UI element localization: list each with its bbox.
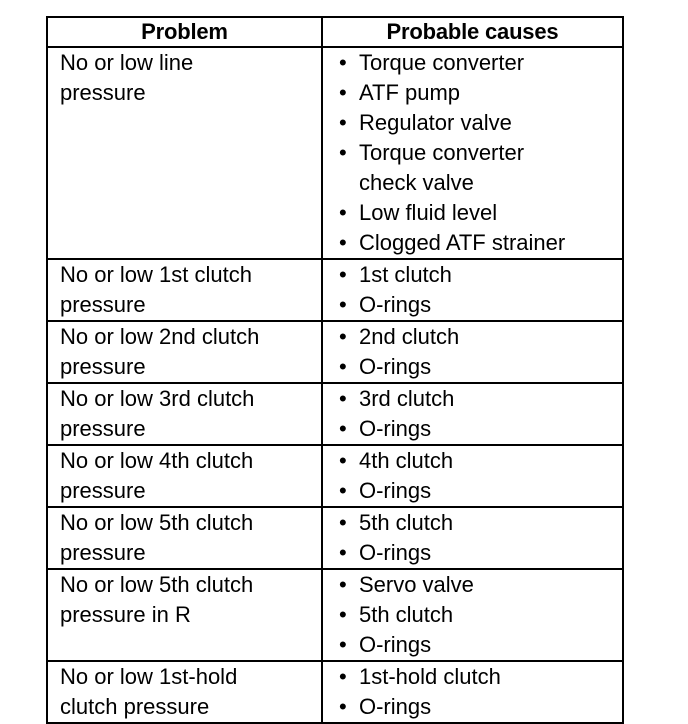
cause-text: Low fluid level (358, 200, 498, 225)
causes-cell (322, 47, 623, 259)
problem-text: No or low 5th clutch pressure in R (60, 572, 254, 627)
cause-item (335, 414, 622, 444)
cause-item (335, 538, 622, 568)
cause-text: ATF pump (358, 80, 461, 105)
causes-list (323, 662, 622, 722)
table-row (47, 321, 623, 383)
bullet-icon: • (338, 632, 347, 657)
cause-item (335, 570, 622, 600)
table-row (47, 507, 623, 569)
cause-text: 5th clutch (358, 602, 454, 627)
cause-item (335, 260, 622, 290)
bullet-icon: • (338, 386, 347, 411)
cause-item (335, 600, 622, 630)
problem-header: Problem (47, 17, 322, 47)
problem-text: No or low 4th clutch pressure (60, 448, 254, 503)
cause-item (335, 228, 622, 258)
problem-cell (47, 507, 322, 569)
cause-text: O-rings (358, 694, 432, 719)
problem-cell (47, 661, 322, 723)
cause-text: Servo valve (358, 572, 474, 597)
cause-text: Clogged ATF strainer (358, 230, 566, 255)
causes-list (323, 260, 622, 320)
causes-list (323, 48, 622, 258)
table-row (47, 47, 623, 259)
cause-item (335, 662, 622, 692)
cause-item (335, 352, 622, 382)
cause-item (335, 198, 622, 228)
table-row (47, 383, 623, 445)
cause-text: 1st-hold clutch (358, 664, 501, 689)
bullet-icon: • (338, 110, 347, 135)
cause-text: 4th clutch (358, 448, 454, 473)
problem-text: No or low 5th clutch pressure (60, 510, 254, 565)
bullet-icon: • (338, 140, 347, 165)
causes-header: Probable causes (322, 17, 623, 47)
problem-cell (47, 445, 322, 507)
cause-text: O-rings (358, 354, 432, 379)
cause-text: 5th clutch (358, 510, 454, 535)
cause-text: O-rings (358, 292, 432, 317)
bullet-icon: • (338, 448, 347, 473)
problem-text: No or low line pressure (60, 50, 194, 105)
cause-text: Torque converter (358, 50, 525, 75)
cause-item (335, 108, 622, 138)
cause-text: Torque converter check valve (358, 140, 525, 195)
cause-text: O-rings (358, 540, 432, 565)
problem-text: No or low 3rd clutch pressure (60, 386, 255, 441)
bullet-icon: • (338, 292, 347, 317)
cause-text: 3rd clutch (358, 386, 455, 411)
problem-cell (47, 47, 322, 259)
problem-cell (47, 259, 322, 321)
bullet-icon: • (338, 230, 347, 255)
causes-cell (322, 383, 623, 445)
causes-cell (322, 569, 623, 661)
cause-item (335, 446, 622, 476)
table-row (47, 661, 623, 723)
cause-text: Regulator valve (358, 110, 512, 135)
bullet-icon: • (338, 664, 347, 689)
causes-list (323, 446, 622, 506)
cause-item (335, 290, 622, 320)
cause-item (335, 630, 622, 660)
problem-text: No or low 2nd clutch pressure (60, 324, 260, 379)
bullet-icon: • (338, 50, 347, 75)
problem-text: No or low 1st-hold clutch pressure (60, 664, 238, 719)
cause-item (335, 48, 622, 78)
bullet-icon: • (338, 416, 347, 441)
cause-text: O-rings (358, 632, 432, 657)
causes-list (323, 508, 622, 568)
cause-item (335, 476, 622, 506)
cause-item (335, 138, 622, 198)
problem-text: No or low 1st clutch pressure (60, 262, 252, 317)
bullet-icon: • (338, 200, 347, 225)
cause-text: O-rings (358, 478, 432, 503)
cause-text: O-rings (358, 416, 432, 441)
causes-cell (322, 661, 623, 723)
bullet-icon: • (338, 354, 347, 379)
causes-cell (322, 445, 623, 507)
bullet-icon: • (338, 510, 347, 535)
causes-cell (322, 321, 623, 383)
cause-text: 2nd clutch (358, 324, 460, 349)
problem-cell (47, 383, 322, 445)
bullet-icon: • (338, 540, 347, 565)
cause-item (335, 322, 622, 352)
bullet-icon: • (338, 262, 347, 287)
cause-item (335, 78, 622, 108)
problem-cell (47, 569, 322, 661)
bullet-icon: • (338, 602, 347, 627)
cause-item (335, 384, 622, 414)
causes-cell (322, 259, 623, 321)
causes-list (323, 322, 622, 382)
problem-cell (47, 321, 322, 383)
table-body (47, 47, 623, 723)
table-row (47, 445, 623, 507)
cause-item (335, 508, 622, 538)
bullet-icon: • (338, 324, 347, 349)
table-row (47, 259, 623, 321)
bullet-icon: • (338, 478, 347, 503)
table-row (47, 569, 623, 661)
bullet-icon: • (338, 694, 347, 719)
header-row (47, 17, 623, 47)
cause-item (335, 692, 622, 722)
bullet-icon: • (338, 572, 347, 597)
troubleshooting-table (46, 16, 624, 724)
bullet-icon: • (338, 80, 347, 105)
causes-list (323, 570, 622, 660)
cause-text: 1st clutch (358, 262, 452, 287)
causes-cell (322, 507, 623, 569)
causes-list (323, 384, 622, 444)
